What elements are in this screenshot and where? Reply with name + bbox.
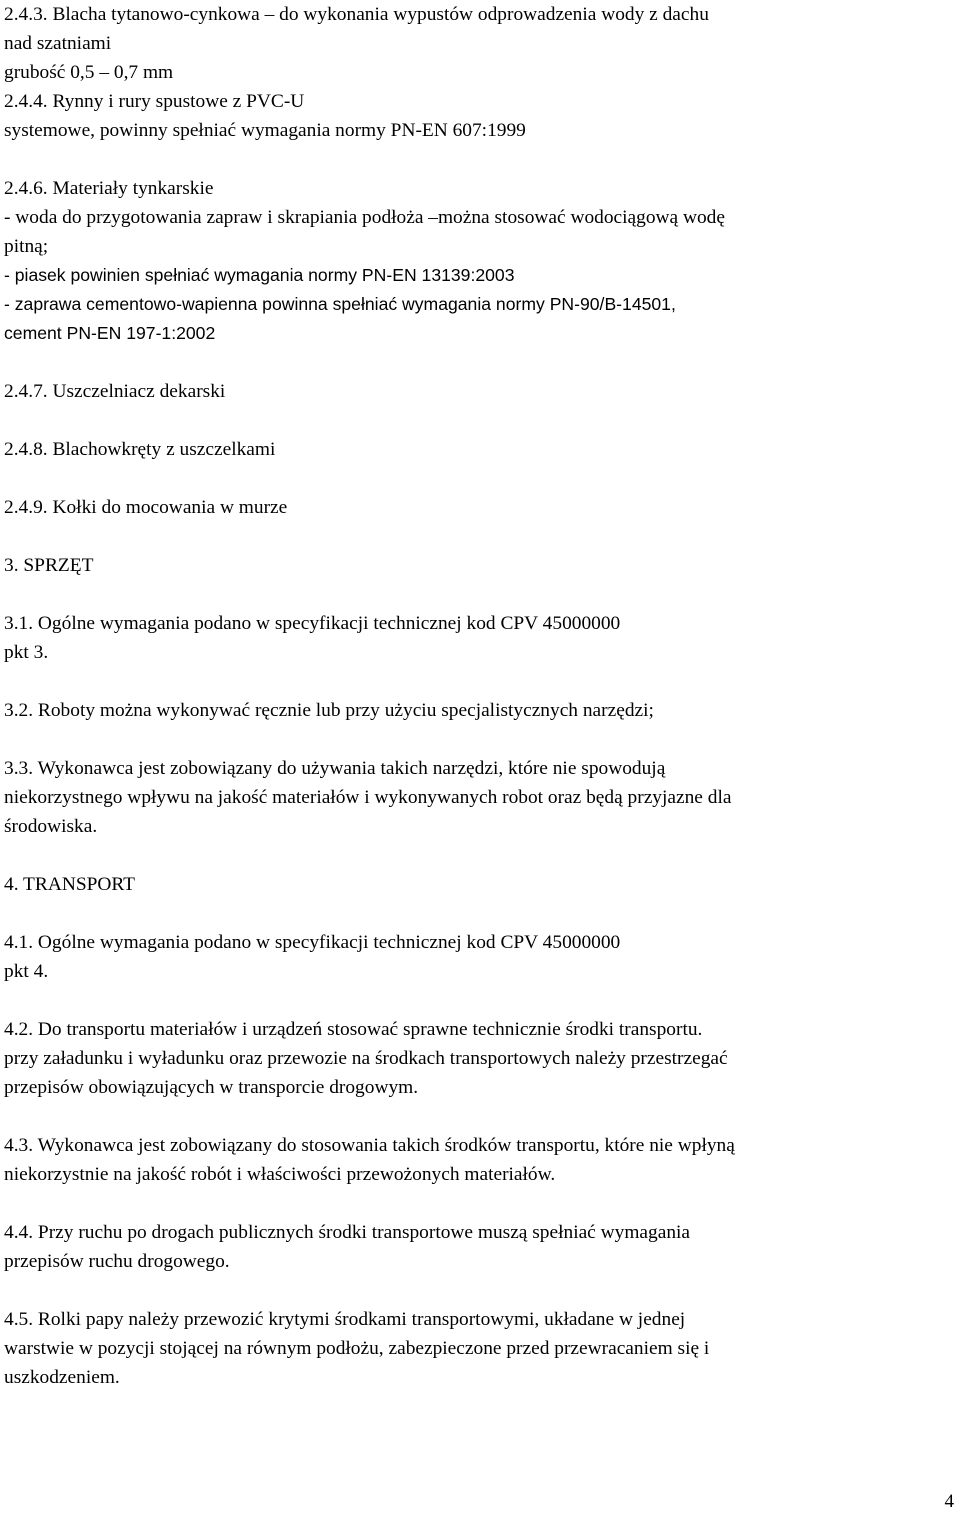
text-line: 3.1. Ogólne wymagania podano w specyfikacji technicznej kod CPV 45000000 (4, 613, 621, 634)
document-body (4, 0, 956, 1392)
text-line: grubość 0,5 – 0,7 mm (4, 62, 174, 83)
text-line: środowiska. (4, 816, 98, 837)
paragraph-gap (4, 464, 956, 493)
paragraph-gap (4, 841, 956, 870)
text-line: 2.4.4. Rynny i rury spustowe z PVC-U (4, 91, 305, 112)
section-heading: 2.4.8. Blachowkręty z uszczelkami (4, 439, 276, 460)
chapter-heading: 3. SPRZĘT (4, 555, 94, 576)
paragraph-gap (4, 580, 956, 609)
text-line: 3.3. Wykonawca jest zobowiązany do używania takich narzędzi, które nie spowodują (4, 758, 666, 779)
text-line: - woda do przygotowania zapraw i skrapiania podłoża –można stosować wodociągową wodę (4, 207, 725, 228)
text-line: uszkodzeniem. (4, 1367, 120, 1388)
text-line: nad szatniami (4, 33, 112, 54)
text-line: warstwie w pozycji stojącej na równym podłożu, zabezpieczone przed przewracaniem się i (4, 1338, 710, 1359)
paragraph-gap (4, 406, 956, 435)
paragraph-gap (4, 1189, 956, 1218)
text-line: niekorzystnego wpływu na jakość materiałów i wykonywanych robot oraz będą przyjazne dla (4, 787, 732, 808)
text-line: przepisów ruchu drogowego. (4, 1251, 230, 1272)
paragraph-gap (4, 348, 956, 377)
section-heading: 2.4.7. Uszczelniacz dekarski (4, 381, 226, 402)
text-line: 4.5. Rolki papy należy przewozić krytymi środkami transportowymi, układane w jednej (4, 1309, 686, 1330)
text-line: pkt 3. (4, 642, 49, 663)
section-heading: 2.4.9. Kołki do mocowania w murze (4, 497, 288, 518)
paragraph-gap (4, 522, 956, 551)
paragraph-gap (4, 1276, 956, 1305)
text-line: pkt 4. (4, 961, 49, 982)
paragraph-gap (4, 986, 956, 1015)
text-line: przepisów obowiązujących w transporcie drogowym. (4, 1077, 419, 1098)
text-line: - zaprawa cementowo-wapienna powinna spełniać wymagania normy PN-90/B-14501, (4, 294, 676, 314)
text-line: 4.2. Do transportu materiałów i urządzeń stosować sprawne technicznie środki transportu. (4, 1019, 703, 1040)
paragraph-gap (4, 1102, 956, 1131)
paragraph-gap (4, 725, 956, 754)
text-line: niekorzystnie na jakość robót i właściwości przewożonych materiałów. (4, 1164, 556, 1185)
text-line: 4.4. Przy ruchu po drogach publicznych środki transportowe muszą spełniać wymagania (4, 1222, 691, 1243)
text-line: systemowe, powinny spełniać wymagania normy PN-EN 607:1999 (4, 120, 526, 141)
section-heading: 2.4.6. Materiały tynkarskie (4, 178, 214, 199)
text-line: pitną; (4, 236, 49, 257)
text-line: - piasek powinien spełniać wymagania normy PN-EN 13139:2003 (4, 265, 515, 285)
paragraph-gap (4, 667, 956, 696)
text-line: cement PN-EN 197-1:2002 (4, 323, 216, 343)
paragraph-gap (4, 899, 956, 928)
chapter-heading: 4. TRANSPORT (4, 874, 136, 895)
text-line: 4.3. Wykonawca jest zobowiązany do stosowania takich środków transportu, które nie wpłyną (4, 1135, 735, 1156)
text-line: 3.2. Roboty można wykonywać ręcznie lub przy użyciu specjalistycznych narzędzi; (4, 700, 654, 721)
text-line: 4.1. Ogólne wymagania podano w specyfikacji technicznej kod CPV 45000000 (4, 932, 621, 953)
paragraph-gap (4, 145, 956, 174)
page-number: 4 (944, 1491, 954, 1512)
text-line: 2.4.3. Blacha tytanowo-cynkowa – do wykonania wypustów odprowadzenia wody z dachu (4, 4, 709, 25)
text-line: przy załadunku i wyładunku oraz przewozie na środkach transportowych należy przestrzegać (4, 1048, 728, 1069)
